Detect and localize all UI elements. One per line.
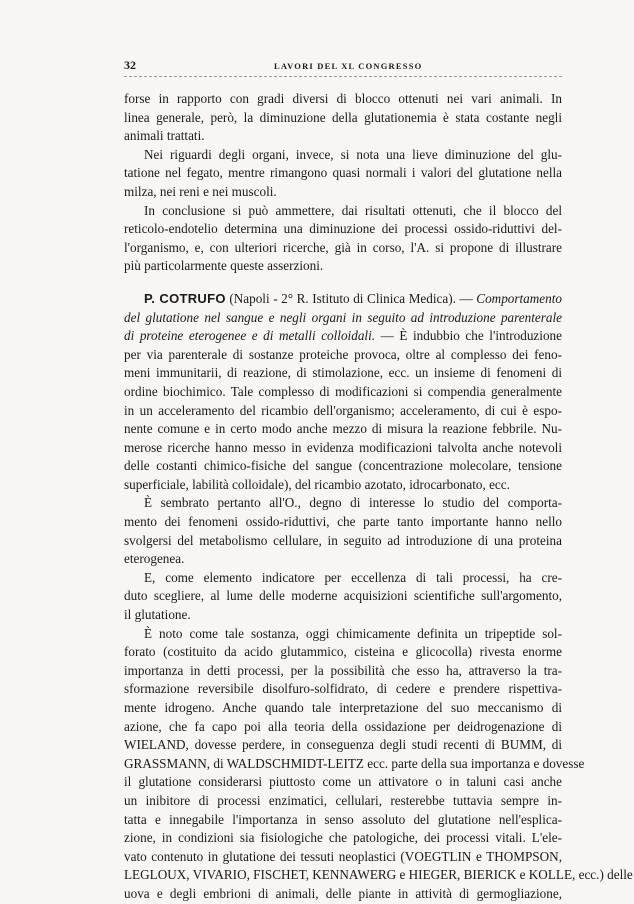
header-rule <box>124 76 562 77</box>
text-line: forato (costituito da acido glutammico, cisteina e glicocolla) rivesta enorme <box>124 644 562 660</box>
section-gap <box>124 276 562 290</box>
text-line: un inibitore di processi enzimatici, cellulari, resterebbe tuttavia sempre in- <box>124 792 562 808</box>
text-line: il glutatione considerarsi piuttosto come un attivatore o in taluni casi anche <box>124 774 562 790</box>
text-line: forse in rapporto con gradi diversi di blocco ottenuti nei vari animali. In <box>124 91 562 106</box>
text-line: tatta e innegabile l'importanza in senso assoluto del glutatione nell'esplica- <box>124 811 562 827</box>
text-line: delle costanti chimico-fisiche del sangue (concentrazione molecolare, tensione <box>124 458 562 474</box>
text-line: È noto come tale sostanza, oggi chimicamente definita un tripeptide sol- <box>144 625 562 641</box>
abstract-title-line <box>124 327 562 346</box>
text-line: il glutatione. <box>124 607 191 623</box>
abstract-title-part: Comportamento <box>476 290 562 306</box>
text-line: nente comune e in certo modo anche mezzo di misura la reazione febbrile. Nu- <box>124 421 562 437</box>
text-line: WIELAND, dovesse perdere, in conseguenza degli studi recenti di BUMM, di <box>124 737 562 753</box>
abstract-title-part: di proteine eterogenee e di metalli colloidali. <box>124 328 376 344</box>
abstract-title-part: del glutatione nel sangue e negli organi in seguito ad introduzione parenterale <box>124 309 562 325</box>
text-line: eterogenea. <box>124 551 185 567</box>
text-line: GRASSMANN, di WALDSCHMIDT-LEITZ ecc. parte della sua importanza e dovesse <box>124 755 585 771</box>
text-line: milza, nei reni e nei muscoli. <box>124 183 277 199</box>
text-line: Nei riguardi degli organi, invece, si nota una lieve diminuzione del glu- <box>144 146 562 162</box>
abstract-heading-line <box>124 290 562 309</box>
text-line: in un acceleramento del ricambio dell'organismo; acceleramento, di cui è espo- <box>124 402 562 418</box>
text-line: merose ricerche hanno messo in evidenza modificazioni talvolta anche notevoli <box>124 439 562 455</box>
text-line: sformazione reversibile disolfuro-solfidrato, di cedere e prendere rispettiva- <box>124 681 562 697</box>
text-line: mente idrogeno. Anche quando tale interpretazione del suo meccanismo di <box>124 700 562 715</box>
page-number: 32 <box>124 58 136 72</box>
abstract-text-start: — È indubbio che l'introduzione <box>375 328 562 344</box>
text-line: mento dei fenomeni ossido-riduttivi, che parte tanto importante hanno nello <box>124 514 562 530</box>
text-line: tatione nel fegato, mentre rimangono quasi normali i valori del glutatione nella <box>124 165 562 181</box>
text-line: linea generale, però, la diminuzione della glutationemia è stata costante negli <box>124 109 562 125</box>
text-line: superficiale, labilità colloidale), del ricambio azotato, idrocarbonato, ecc. <box>124 476 510 492</box>
text-line: animali trattati. <box>124 128 205 144</box>
text-line: ordine biochimico. Tale complesso di modificazioni si compendia generalmente <box>124 383 562 399</box>
body-text <box>124 90 633 904</box>
text-line: In conclusione si può ammettere, dai risultati ottenuti, che il blocco del <box>144 202 562 218</box>
text-line: l'organismo, e, con ulteriori ricerche, già in corso, l'A. si propone di illustrare <box>124 239 562 255</box>
text-line: È sembrato pertanto all'O., degno di interesse lo studio del comporta- <box>144 495 562 511</box>
text-line: uova e degli embrioni di animali, delle piante in attività di germogliazione, <box>124 885 562 901</box>
page-header <box>124 58 562 76</box>
text-line: svolgersi del metabolismo cellulare, in seguito ad introduzione di una proteina <box>124 532 562 548</box>
text-line: per via parenterale di sostanze proteiche provoca, oltre al complesso dei feno- <box>124 346 562 362</box>
text-line: importanza in detti processi, per la possibilità che esso ha, attraverso la tra- <box>124 662 562 678</box>
heading-dash: — <box>455 290 477 306</box>
text-line: vato contenuto in glutatione dei tessuti neoplastici (VOEGTLIN e THOMPSON, <box>124 848 562 864</box>
abstract-title-line <box>124 309 562 328</box>
text-line: E, come elemento indicatore per eccellenza di tali processi, ha cre- <box>144 569 562 585</box>
text-line: duto scegliere, al lume delle moderne acquisizioni scientifiche sull'argomento, <box>124 588 562 604</box>
text-line: zione, in condizioni sia fisiologiche che patologiche, dei processi vitali. L'ele- <box>124 830 562 846</box>
text-line: più particolarmente queste asserzioni. <box>124 258 324 274</box>
author-affiliation: (Napoli - 2° R. Istituto di Clinica Medica). <box>229 290 456 306</box>
text-line: reticolo-endotelio determina una diminuzione dei processi ossido-riduttivi del- <box>124 221 562 237</box>
text-line: LEGLOUX, VIVARIO, FISCHET, KENNAWERG e HIEGER, BIERICK e KOLLE, ecc.) delle <box>124 867 633 883</box>
text-line: meni immunitarii, di reazione, di stimolazione, ecc. un insieme di fenomeni di <box>124 365 562 381</box>
running-title: LAVORI DEL XL CONGRESSO <box>274 61 423 71</box>
author-name: P. COTRUFO <box>144 290 226 306</box>
text-line: azione, che fa capo poi alla teoria della ossidazione per deidrogenazione di <box>124 718 562 734</box>
